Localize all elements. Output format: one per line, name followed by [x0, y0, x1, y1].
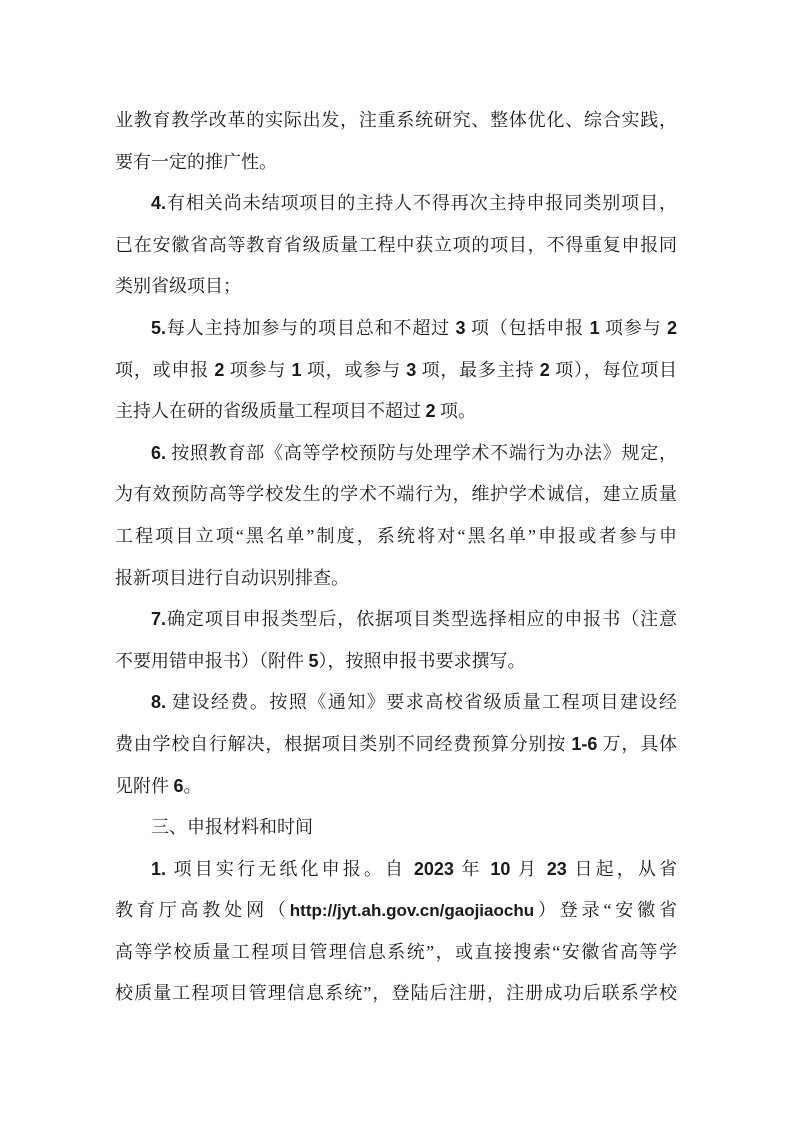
bold-number: 23 — [546, 858, 567, 879]
text-run: 工程项目立项“黑名单”制度，系统将对“黑名单”申报或者参与申 — [115, 525, 677, 546]
text-line — [115, 932, 677, 974]
text-run: 已在安徽省高等教育省级质量工程中获立项的项目，不得重复申报同 — [115, 234, 677, 255]
text-line — [115, 766, 677, 808]
item-6 — [115, 433, 677, 599]
url-text: http://jyt.ah.gov.cn/gaojiaochu — [289, 901, 535, 921]
text-line — [115, 682, 677, 724]
text-line — [115, 266, 677, 308]
text-line — [115, 225, 677, 267]
text-line — [115, 350, 677, 392]
bold-number: 2 — [214, 359, 225, 380]
text-run: 高等学校质量工程项目管理信息系统”，或直接搜索“安徽省高等学 — [115, 941, 677, 962]
text-line — [115, 433, 677, 475]
text-line — [115, 973, 677, 1015]
bold-number: 6. — [151, 442, 167, 463]
text-run: ）登录“安徽省 — [534, 900, 678, 921]
bold-number: 1. — [151, 858, 167, 879]
bold-number: 4. — [151, 193, 167, 214]
section-heading-3 — [115, 807, 677, 849]
text-run: 项，最多主持 — [416, 359, 540, 380]
text-line — [115, 183, 677, 225]
bold-number: 2023 — [413, 858, 454, 879]
paragraph-continuation — [115, 100, 677, 183]
text-line — [115, 599, 677, 641]
item-4 — [115, 183, 677, 308]
text-line — [115, 100, 677, 142]
bold-number: 3 — [406, 359, 417, 380]
text-run: 业教育教学改革的实际出发，注重系统研究、整体优化、综合实践， — [115, 110, 677, 130]
bold-number: 1 — [291, 359, 302, 380]
text-run: 万，具体 — [597, 733, 677, 754]
text-line — [115, 890, 677, 932]
item-8 — [115, 682, 677, 807]
text-run: 主持人在研的省级质量工程项目不超过 — [115, 401, 426, 422]
document-body — [115, 100, 677, 1015]
bold-number: 8. — [151, 692, 167, 713]
bold-number: 5 — [308, 650, 319, 671]
text-line — [115, 308, 677, 350]
text-line — [115, 558, 677, 600]
text-line — [115, 516, 677, 558]
item-5 — [115, 308, 677, 433]
text-line — [115, 724, 677, 766]
bold-number: 5. — [151, 317, 167, 338]
text-line — [115, 807, 677, 849]
text-run: 类别省级项目； — [115, 276, 241, 297]
text-run: ），按照申报书要求撰写。 — [318, 650, 526, 671]
text-run: 报新项目进行自动识别排查。 — [115, 567, 349, 588]
text-run: 。 — [183, 775, 202, 796]
text-run: 每人主持加参与的项目总和不超过 — [166, 317, 456, 338]
bold-number: 7. — [151, 609, 167, 630]
text-line — [115, 474, 677, 516]
text-run: 项（包括申报 — [465, 317, 590, 338]
item-1 — [115, 849, 677, 1015]
text-line — [115, 142, 677, 184]
text-run: 校质量工程项目管理信息系统”，登陆后注册，注册成功后联系学校 — [115, 983, 677, 1004]
text-run: 费由学校自行解决，根据项目类别不同经费预算分别按 — [115, 733, 572, 754]
bold-number: 2 — [667, 317, 678, 338]
text-run: 日起，从省 — [566, 858, 677, 879]
bold-number: 10 — [490, 858, 511, 879]
text-run: 有相关尚未结项项目的主持人不得再次主持申报同类别项目， — [166, 193, 677, 214]
text-run: 年 — [453, 858, 491, 879]
text-line — [115, 641, 677, 683]
bold-number: 3 — [455, 317, 466, 338]
text-run: 确定项目申报类型后，依据项目类型选择相应的申报书（注意 — [166, 609, 677, 630]
text-run: 项。 — [435, 401, 477, 422]
text-run: 项参与 — [224, 359, 292, 380]
text-run: 三、申报材料和时间 — [151, 817, 313, 838]
text-line — [115, 391, 677, 433]
text-run: 要有一定的推广性。 — [115, 151, 277, 172]
bold-number: 1-6 — [571, 733, 598, 754]
text-line — [115, 849, 677, 891]
text-run: 项，或参与 — [301, 359, 407, 380]
text-run: 月 — [510, 858, 547, 879]
bold-number: 2 — [539, 359, 550, 380]
text-run: 不要用错申报书）（附件 — [115, 650, 309, 671]
bold-number: 2 — [425, 401, 436, 422]
text-run: 项），每位项目 — [549, 359, 678, 380]
text-run: 按照教育部《高等学校预防与处理学术不端行为办法》规定， — [166, 442, 677, 463]
text-run: 项，或申报 — [115, 359, 215, 380]
text-run: 项参与 — [599, 317, 667, 338]
text-run: 为有效预防高等学校发生的学术不端行为，维护学术诚信，建立质量 — [115, 484, 677, 505]
text-run: 教育厅高教处网（ — [115, 900, 290, 921]
bold-number: 1 — [589, 317, 600, 338]
text-run: 项目实行无纸化申报。自 — [166, 858, 414, 879]
text-run: 建设经费。按照《通知》要求高校省级质量工程项目建设经 — [166, 692, 677, 713]
text-run: 见附件 — [115, 775, 174, 796]
bold-number: 6 — [173, 775, 184, 796]
item-7 — [115, 599, 677, 682]
